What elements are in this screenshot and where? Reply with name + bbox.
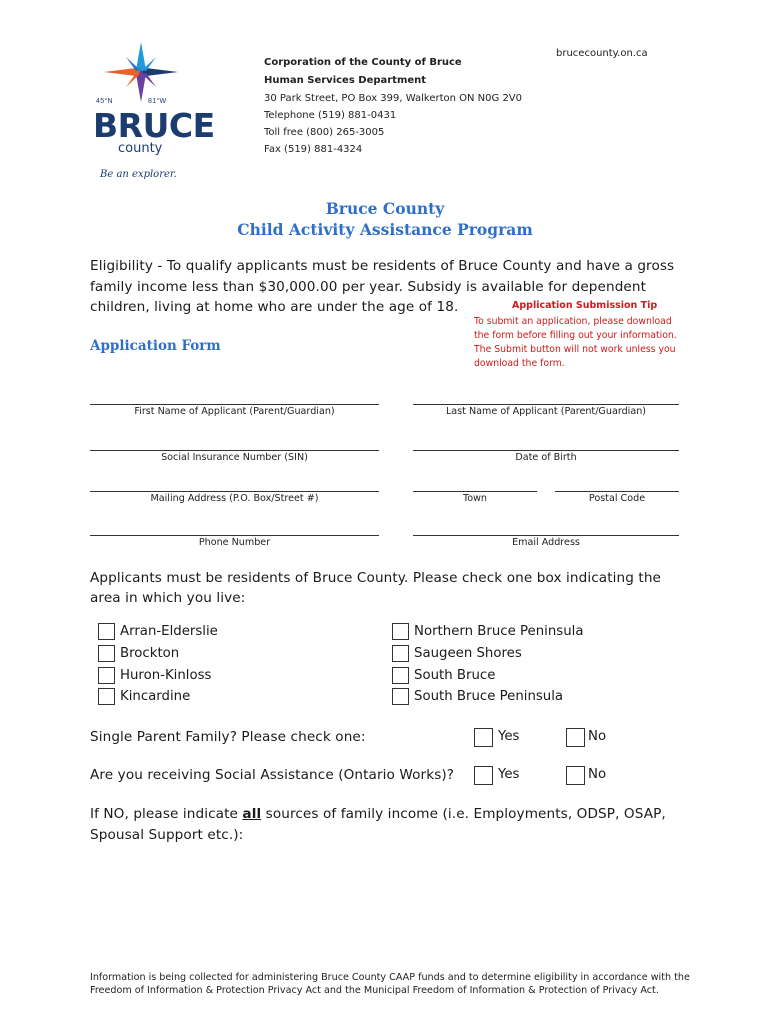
page-title: Bruce County xyxy=(325,199,445,218)
submission-tip-line-4: download the form. xyxy=(474,358,565,369)
checkbox-arran-elderslie[interactable] xyxy=(98,623,115,640)
eligibility-line-2: family income less than $30,000.00 per year. Subsidy is available for dependent xyxy=(90,279,647,295)
submission-tip-line-1: To submit an application, please download xyxy=(474,316,672,327)
residency-line-1: Applicants must be residents of Bruce County. Please check one box indicating the xyxy=(90,570,661,586)
area-label-south-bruce-peninsula: South Bruce Peninsula xyxy=(414,689,564,704)
area-label-arran-elderslie: Arran-Elderslie xyxy=(120,624,218,639)
area-label-south-bruce: South Bruce xyxy=(414,668,496,683)
checkbox-single-parent-no[interactable] xyxy=(566,728,585,747)
privacy-notice-line-2: Freedom of Information & Protection Privacy Act and the Municipal Freedom of Information & Protection of Privacy Act. xyxy=(90,985,659,996)
single-parent-no-label: No xyxy=(588,729,607,744)
sin-label: Social Insurance Number (SIN) xyxy=(161,452,308,463)
area-label-saugeen-shores: Saugeen Shores xyxy=(414,646,522,661)
bruce-county-logo xyxy=(93,40,215,190)
phone-label: Phone Number xyxy=(198,537,271,548)
checkbox-south-bruce[interactable] xyxy=(392,667,409,684)
toll-free: Toll free (800) 265-3005 xyxy=(264,127,385,138)
submission-tip-line-2: the form before filling out your information. xyxy=(474,330,677,341)
area-label-brockton: Brockton xyxy=(120,646,180,661)
residency-line-2: area in which you live: xyxy=(90,590,246,606)
submission-tip-line-3: The Submit button will not work unless you xyxy=(474,344,676,355)
email-field[interactable] xyxy=(413,535,679,536)
privacy-notice-line-1: Information is being collected for administering Bruce County CAAP funds and to determine eligibility in accordance with the xyxy=(90,972,690,983)
submission-tip-title: Application Submission Tip xyxy=(512,300,658,311)
checkbox-huron-kinloss[interactable] xyxy=(98,667,115,684)
checkbox-south-bruce-peninsula[interactable] xyxy=(392,688,409,705)
social-assistance-question: Are you receiving Social Assistance (Ontario Works)? xyxy=(90,767,455,783)
checkbox-kincardine[interactable] xyxy=(98,688,115,705)
compass-star-icon xyxy=(96,40,186,104)
single-parent-yes-label: Yes xyxy=(498,729,520,744)
income-suffix: sources of family income (i.e. Employments, ODSP, OSAP, xyxy=(261,806,666,822)
department-name: Human Services Department xyxy=(264,75,427,86)
income-question-line-2: Spousal Support etc.): xyxy=(90,827,244,843)
page-subtitle: Child Activity Assistance Program xyxy=(237,220,533,239)
org-name: Corporation of the County of Bruce xyxy=(264,57,462,68)
logo-county-text: county xyxy=(118,141,163,156)
last-name-field[interactable] xyxy=(413,404,679,405)
date-of-birth-field[interactable] xyxy=(413,450,679,451)
mailing-address-field[interactable] xyxy=(90,491,379,492)
checkbox-social-assistance-yes[interactable] xyxy=(474,766,493,785)
application-form-heading: Application Form xyxy=(90,338,221,354)
first-name-label: First Name of Applicant (Parent/Guardian) xyxy=(134,406,335,417)
date-of-birth-label: Date of Birth xyxy=(515,452,577,463)
fax: Fax (519) 881-4324 xyxy=(264,144,363,155)
website-url: brucecounty.on.ca xyxy=(556,48,648,59)
first-name-field[interactable] xyxy=(90,404,379,405)
eligibility-line-3: children, living at home who are under the age of 18. xyxy=(90,299,459,315)
area-label-kincardine: Kincardine xyxy=(120,689,191,704)
mailing-address-label: Mailing Address (P.O. Box/Street #) xyxy=(150,493,319,504)
logo-tagline: Be an explorer. xyxy=(100,169,177,180)
logo-longitude: 81°W xyxy=(148,98,167,105)
area-label-huron-kinloss: Huron-Kinloss xyxy=(120,668,212,683)
last-name-label: Last Name of Applicant (Parent/Guardian) xyxy=(445,406,647,417)
logo-latitude: 45°N xyxy=(96,98,113,105)
checkbox-brockton[interactable] xyxy=(98,645,115,662)
town-field[interactable] xyxy=(413,491,537,492)
income-question-line-1 xyxy=(90,806,666,822)
income-emphasis: all xyxy=(242,806,262,822)
phone-field[interactable] xyxy=(90,535,379,536)
area-label-northern-bruce-peninsula: Northern Bruce Peninsula xyxy=(414,624,584,639)
social-assistance-yes-label: Yes xyxy=(498,767,520,782)
checkbox-social-assistance-no[interactable] xyxy=(566,766,585,785)
income-sources-area[interactable] xyxy=(90,852,680,957)
checkbox-northern-bruce-peninsula[interactable] xyxy=(392,623,409,640)
postal-code-label: Postal Code xyxy=(588,493,646,504)
checkbox-single-parent-yes[interactable] xyxy=(474,728,493,747)
checkbox-saugeen-shores[interactable] xyxy=(392,645,409,662)
email-label: Email Address xyxy=(512,537,580,548)
address: 30 Park Street, PO Box 399, Walkerton ON N0G 2V0 xyxy=(264,93,523,104)
sin-field[interactable] xyxy=(90,450,379,451)
single-parent-question: Single Parent Family? Please check one: xyxy=(90,729,366,745)
telephone: Telephone (519) 881-0431 xyxy=(264,110,397,121)
postal-code-field[interactable] xyxy=(555,491,679,492)
social-assistance-no-label: No xyxy=(588,767,607,782)
logo-wordmark: BRUCE xyxy=(93,106,215,145)
eligibility-line-1: Eligibility - To qualify applicants must be residents of Bruce County and have a gross xyxy=(90,258,675,274)
income-prefix: If NO, please indicate xyxy=(90,806,243,822)
town-label: Town xyxy=(462,493,488,504)
